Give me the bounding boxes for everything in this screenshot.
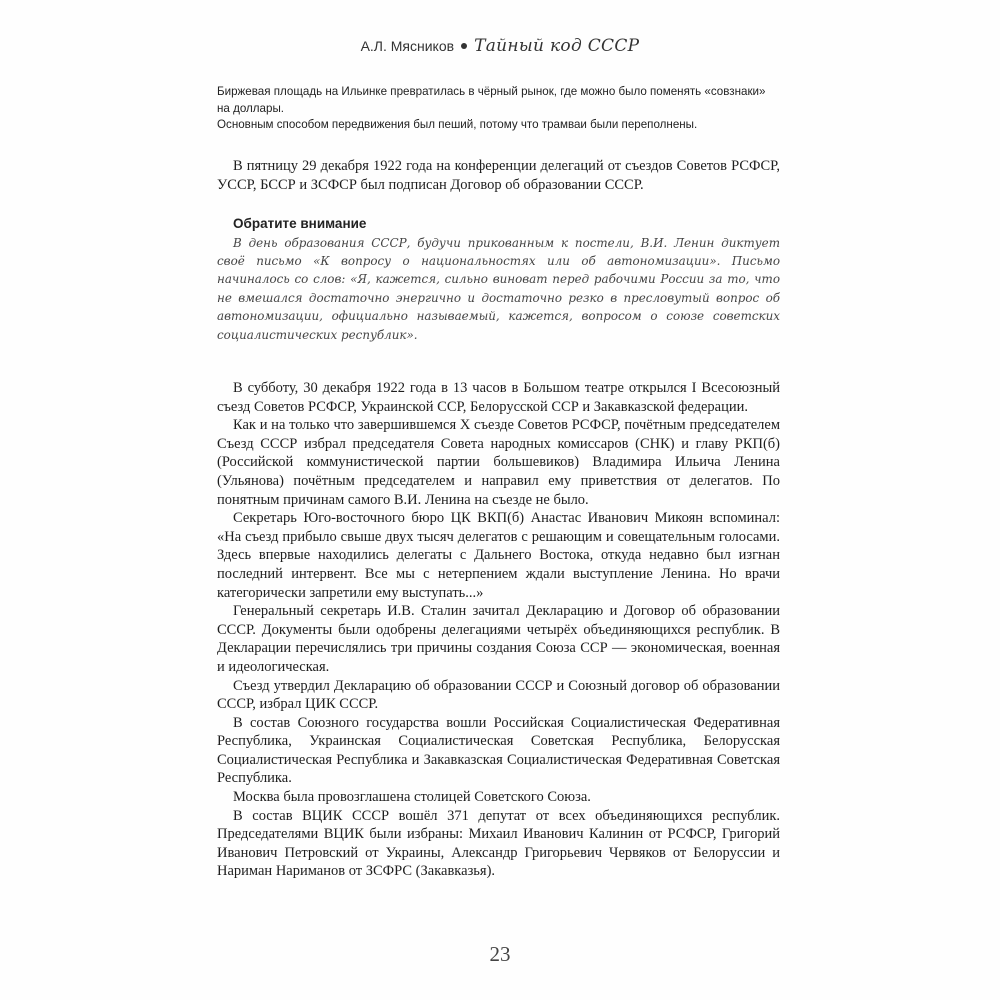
running-header bbox=[0, 36, 1000, 56]
body-text bbox=[217, 379, 780, 881]
body-paragraph: В состав Союзного государства вошли Российская Социалистическая Федеративная Республика, Украинская Социалистическая Советская Республика, Белорусская Социалистическая Республика и Закавказская Социалистическая Федеративная Советская Республика. bbox=[217, 714, 780, 787]
body-paragraph: Съезд утвердил Декларацию об образовании СССР и Союзный договор об образовании СССР, избрал ЦИК СССР. bbox=[217, 677, 780, 713]
bullet-separator-icon bbox=[461, 43, 467, 49]
intro-block bbox=[217, 157, 780, 194]
side-note: Биржевая площадь на Ильинке превратилась в чёрный рынок, где можно было поменять «совзнаки» на доллары. bbox=[217, 85, 766, 115]
body-paragraph: Москва была провозглашена столицей Советского Союза. bbox=[233, 789, 591, 806]
side-notes bbox=[217, 84, 777, 134]
attention-title: Обратите внимание bbox=[233, 216, 367, 231]
page-number: 23 bbox=[489, 942, 511, 966]
attention-text: В день образования СССР, будучи прикованным к постели, В.И. Ленин диктует своё письмо «К вопросу о национальностях или об автономизации». Письмо начиналось со слов: «Я, кажется, сильно виноват перед рабочими России за то, что не вмешался достаточно энергично и достаточно резко в пресловутый вопрос об автономизации, официально называемый, кажется, вопросом о союзе советских социалистических республик». bbox=[217, 235, 780, 342]
body-paragraph: В состав ВЦИК СССР вошёл 371 депутат от всех объединяющихся республик. Председателями ВЦИК были избраны: Михаил Иванович Калинин от РСФСР, Григорий Иванович Петровский от Украины, Александр Григорьевич Червяков от Белоруссии и Нариман Нариманов от ЗСФРС (Закавказья). bbox=[217, 807, 780, 880]
body-paragraph: В субботу, 30 декабря 1922 года в 13 часов в Большом театре открылся I Всесоюзный съезд Советов РСФСР, Украинской ССР, Белорусской ССР и Закавказской федерации. bbox=[217, 380, 780, 415]
body-paragraph: Секретарь Юго-восточного бюро ЦК ВКП(б) Анастас Иванович Микоян вспоминал: «На съезд прибыло свыше двух тысяч делегатов с решающим и совещательным голосами. Здесь впервые находились делегаты с Дальнего Востока, откуда недавно был изгнан последний интервент. Все мы с нетерпением ждали выступление Ленина. Но врачи категорически запретили ему выступать...» bbox=[217, 510, 780, 601]
side-note: Основным способом передвижения был пеший, потому что трамваи были переполнены. bbox=[217, 118, 698, 131]
body-paragraph: Генеральный секретарь И.В. Сталин зачитал Декларацию и Договор об образовании СССР. Документы были одобрены делегациями четырёх объединяющихся республик. В Декларации перечислялись три причины создания Союза ССР — экономическая, военная и идеологическая. bbox=[217, 603, 780, 675]
attention-box bbox=[217, 215, 780, 344]
intro-paragraph: В пятницу 29 декабря 1922 года на конференции делегаций от съездов Советов РСФСР, УССР, БССР и ЗСФСР был подписан Договор об образовании СССР. bbox=[217, 158, 780, 193]
body-paragraph: Как и на только что завершившемся X съезде Советов РСФСР, почётным председателем Съезд СССР избрал председателя Совета народных комиссаров (СНК) и главу РКП(б) (Российской коммунистической партии большевиков) Владимира Ильича Ленина (Ульянова) почётным председателем и направил ему приветствия от делегатов. По понятным причинам самого В.И. Ленина на съезде не было. bbox=[217, 417, 780, 508]
header-book-title: Тайный код СССР bbox=[474, 36, 640, 56]
header-author: А.Л. Мясников bbox=[360, 38, 455, 54]
